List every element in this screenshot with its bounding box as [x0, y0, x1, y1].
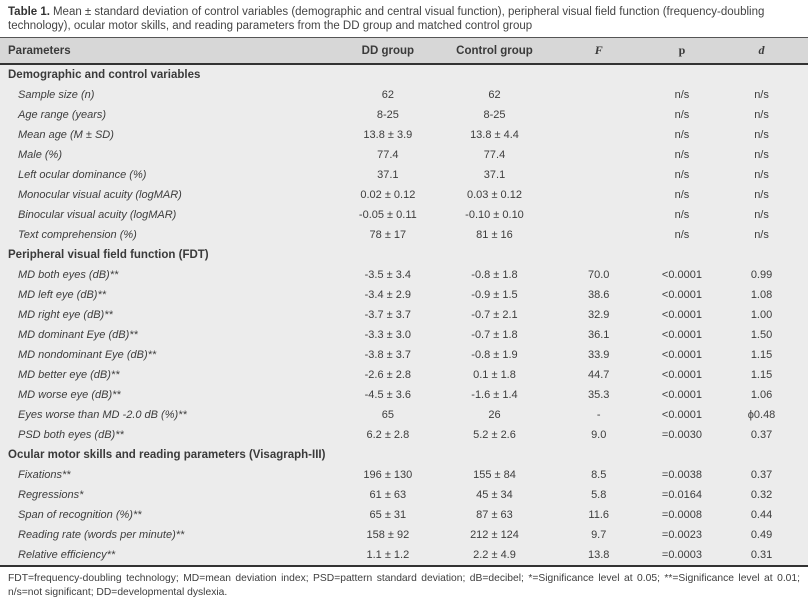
- value-cell: =0.0008: [661, 509, 702, 521]
- param-cell: Text comprehension (%): [18, 229, 137, 241]
- header-row: [0, 38, 808, 65]
- value-cell: -0.7 ± 2.1: [471, 309, 518, 321]
- value-cell: 0.44: [750, 509, 773, 521]
- param-cell: PSD both eyes (dB)**: [18, 429, 124, 441]
- table-row: [0, 85, 808, 105]
- value-cell: 155 ± 84: [473, 469, 516, 481]
- value-cell: 1.00: [750, 309, 773, 321]
- value-cell: n/s: [674, 209, 690, 221]
- param-cell: MD dominant Eye (dB)**: [18, 329, 138, 341]
- value-cell: <0.0001: [661, 269, 702, 281]
- param-cell: Male (%): [18, 149, 63, 161]
- table-header: [0, 38, 808, 65]
- value-cell: 0.03 ± 0.12: [467, 189, 522, 201]
- table-body: [0, 64, 808, 566]
- value-cell: 45 ± 34: [476, 489, 513, 501]
- value-cell: <0.0001: [661, 349, 702, 361]
- value-cell: n/s: [674, 189, 690, 201]
- value-cell: -0.8 ± 1.8: [471, 269, 518, 281]
- table-row: [0, 285, 808, 305]
- value-cell: ϕ0.48: [747, 409, 776, 421]
- table-row: [0, 465, 808, 485]
- value-cell: 35.3: [588, 389, 610, 401]
- table-row: [0, 185, 808, 205]
- value-cell: 8-25: [483, 109, 506, 121]
- table-row: [0, 325, 808, 345]
- value-cell: 37.1: [483, 169, 506, 181]
- value-cell: -0.9 ± 1.5: [471, 289, 518, 301]
- value-cell: n/s: [674, 229, 690, 241]
- col-header-control-group: Control group: [456, 44, 533, 57]
- value-cell: 1.1 ± 1.2: [366, 549, 410, 561]
- value-cell: 65: [381, 409, 394, 421]
- value-cell: 8.5: [591, 469, 607, 481]
- value-cell: 62: [381, 89, 394, 101]
- param-cell: MD worse eye (dB)**: [18, 389, 121, 401]
- value-cell: <0.0001: [661, 289, 702, 301]
- param-cell: MD both eyes (dB)**: [18, 269, 119, 281]
- table-row: [0, 485, 808, 505]
- table-row: [0, 385, 808, 405]
- value-cell: 0.99: [750, 269, 773, 281]
- param-cell: Span of recognition (%)**: [18, 509, 142, 521]
- value-cell: 0.37: [750, 429, 773, 441]
- value-cell: [549, 225, 649, 245]
- value-cell: <0.0001: [661, 329, 702, 341]
- value-cell: -3.4 ± 2.9: [364, 289, 412, 301]
- value-cell: =0.0038: [661, 469, 702, 481]
- value-cell: 8-25: [376, 109, 399, 121]
- table-row: [0, 305, 808, 325]
- col-header-p: p: [678, 43, 686, 57]
- value-cell: 61 ± 63: [369, 489, 407, 501]
- param-cell: Eyes worse than MD -2.0 dB (%)**: [18, 409, 187, 421]
- value-cell: 1.15: [750, 349, 773, 361]
- value-cell: n/s: [674, 109, 690, 121]
- table-row: [0, 345, 808, 365]
- value-cell: [549, 85, 649, 105]
- value-cell: 2.2 ± 4.9: [473, 549, 516, 561]
- param-cell: Relative efficiency**: [18, 549, 116, 561]
- value-cell: -3.7 ± 3.7: [364, 309, 412, 321]
- param-cell: MD right eye (dB)**: [18, 309, 113, 321]
- value-cell: n/s: [674, 89, 690, 101]
- table-row: [0, 525, 808, 545]
- value-cell: 62: [488, 89, 501, 101]
- col-header-f: F: [594, 43, 603, 57]
- table-caption-label: Table 1.: [8, 6, 50, 18]
- param-cell: MD left eye (dB)**: [18, 289, 107, 301]
- table-row: [0, 365, 808, 385]
- value-cell: [549, 185, 649, 205]
- value-cell: [549, 205, 649, 225]
- param-cell: Reading rate (words per minute)**: [18, 529, 185, 541]
- value-cell: 78 ± 17: [369, 229, 407, 241]
- value-cell: <0.0001: [661, 369, 702, 381]
- value-cell: 0.49: [750, 529, 773, 541]
- value-cell: -4.5 ± 3.6: [364, 389, 412, 401]
- value-cell: 44.7: [588, 369, 610, 381]
- table-row: [0, 105, 808, 125]
- value-cell: 33.9: [588, 349, 610, 361]
- value-cell: 77.4: [483, 149, 506, 161]
- param-cell: Monocular visual acuity (logMAR): [18, 189, 182, 201]
- value-cell: -0.10 ± 0.10: [465, 209, 524, 221]
- value-cell: <0.0001: [661, 409, 702, 421]
- table-row: [0, 545, 808, 566]
- value-cell: 1.50: [750, 329, 773, 341]
- value-cell: 65 ± 31: [369, 509, 407, 521]
- value-cell: 77.4: [377, 149, 399, 161]
- value-cell: 81 ± 16: [476, 229, 513, 241]
- table-row: [0, 145, 808, 165]
- table-row: [0, 225, 808, 245]
- value-cell: 5.2 ± 2.6: [473, 429, 516, 441]
- param-cell: Age range (years): [18, 109, 107, 121]
- value-cell: <0.0001: [661, 389, 702, 401]
- table-row: [0, 405, 808, 425]
- value-cell: -3.5 ± 3.4: [364, 269, 412, 281]
- param-cell: MD nondominant Eye (dB)**: [18, 349, 157, 361]
- value-cell: -2.6 ± 2.8: [364, 369, 412, 381]
- value-cell: n/s: [754, 89, 769, 101]
- value-cell: [549, 125, 649, 145]
- value-cell: =0.0164: [661, 489, 702, 501]
- col-header-dd-group: DD group: [361, 44, 415, 57]
- value-cell: n/s: [754, 129, 769, 141]
- section-header: Peripheral visual field function (FDT): [8, 249, 209, 261]
- value-cell: 38.6: [588, 289, 610, 301]
- table-caption-text: Mean ± standard deviation of control variables (demographic and central visual function), peripheral visual field function (frequency-doubling technology), ocular motor skills, and reading parameters from the DD group and matched control group: [8, 6, 765, 32]
- value-cell: 36.1: [588, 329, 610, 341]
- value-cell: -0.05 ± 0.11: [358, 209, 417, 221]
- section-header-row: [0, 245, 808, 265]
- value-cell: 196 ± 130: [363, 469, 413, 481]
- value-cell: 1.15: [750, 369, 773, 381]
- value-cell: n/s: [674, 129, 690, 141]
- value-cell: 0.1 ± 1.8: [473, 369, 516, 381]
- table-row: [0, 425, 808, 445]
- param-cell: Binocular visual acuity (logMAR): [18, 209, 177, 221]
- param-cell: Mean age (M ± SD): [18, 129, 114, 141]
- value-cell: 11.6: [588, 509, 610, 521]
- value-cell: [549, 105, 649, 125]
- value-cell: n/s: [754, 169, 769, 181]
- value-cell: 158 ± 92: [366, 529, 410, 541]
- value-cell: 13.8: [588, 549, 610, 561]
- value-cell: 6.2 ± 2.8: [366, 429, 410, 441]
- value-cell: n/s: [674, 149, 690, 161]
- value-cell: =0.0003: [661, 549, 702, 561]
- value-cell: 13.8 ± 3.9: [363, 129, 413, 141]
- param-cell: Fixations**: [18, 469, 71, 481]
- section-header: Ocular motor skills and reading parameters (Visagraph-III): [8, 449, 326, 461]
- value-cell: -: [596, 409, 601, 421]
- value-cell: 70.0: [588, 269, 610, 281]
- table-footnote: FDT=frequency-doubling technology; MD=mean deviation index; PSD=pattern standard deviation; dB=decibel; *=Significance level at 0.05; **=Significance level at 0.01; n/s=not significant; DD=developmental dyslexia.: [8, 573, 800, 598]
- value-cell: 37.1: [377, 169, 399, 181]
- value-cell: 13.8 ± 4.4: [470, 129, 519, 141]
- value-cell: =0.0023: [661, 529, 702, 541]
- value-cell: n/s: [754, 189, 769, 201]
- value-cell: -0.7 ± 1.8: [471, 329, 518, 341]
- value-cell: 9.7: [591, 529, 607, 541]
- value-cell: n/s: [754, 109, 769, 121]
- section-header: Demographic and control variables: [8, 69, 201, 81]
- section-header-row: [0, 445, 808, 465]
- value-cell: 5.8: [591, 489, 607, 501]
- value-cell: 0.31: [750, 549, 773, 561]
- value-cell: 87 ± 63: [476, 509, 513, 521]
- value-cell: n/s: [754, 149, 769, 161]
- value-cell: -3.8 ± 3.7: [364, 349, 412, 361]
- value-cell: <0.0001: [661, 309, 702, 321]
- col-header-d: d: [758, 43, 765, 57]
- param-cell: Left ocular dominance (%): [18, 169, 147, 181]
- table-caption: [0, 0, 808, 37]
- value-cell: =0.0030: [661, 429, 702, 441]
- value-cell: 1.08: [750, 289, 773, 301]
- value-cell: n/s: [754, 209, 769, 221]
- value-cell: -0.8 ± 1.9: [471, 349, 518, 361]
- col-header-parameters: Parameters: [8, 44, 71, 57]
- param-cell: Sample size (n): [18, 89, 95, 101]
- table-row: [0, 505, 808, 525]
- value-cell: 0.02 ± 0.12: [360, 189, 416, 201]
- value-cell: n/s: [754, 229, 769, 241]
- table-row: [0, 265, 808, 285]
- results-table: [0, 37, 808, 567]
- value-cell: 32.9: [588, 309, 610, 321]
- value-cell: 9.0: [591, 429, 607, 441]
- param-cell: Regressions*: [18, 489, 84, 501]
- value-cell: 0.37: [750, 469, 773, 481]
- value-cell: 1.06: [750, 389, 773, 401]
- section-header-row: [0, 64, 808, 85]
- value-cell: [549, 145, 649, 165]
- table-row: [0, 125, 808, 145]
- table-row: [0, 205, 808, 225]
- value-cell: 212 ± 124: [470, 529, 519, 541]
- table-row: [0, 165, 808, 185]
- value-cell: n/s: [674, 169, 690, 181]
- param-cell: MD better eye (dB)**: [18, 369, 120, 381]
- value-cell: -3.3 ± 3.0: [364, 329, 412, 341]
- value-cell: [549, 165, 649, 185]
- value-cell: 0.32: [750, 489, 773, 501]
- value-cell: -1.6 ± 1.4: [471, 389, 518, 401]
- value-cell: 26: [488, 409, 501, 421]
